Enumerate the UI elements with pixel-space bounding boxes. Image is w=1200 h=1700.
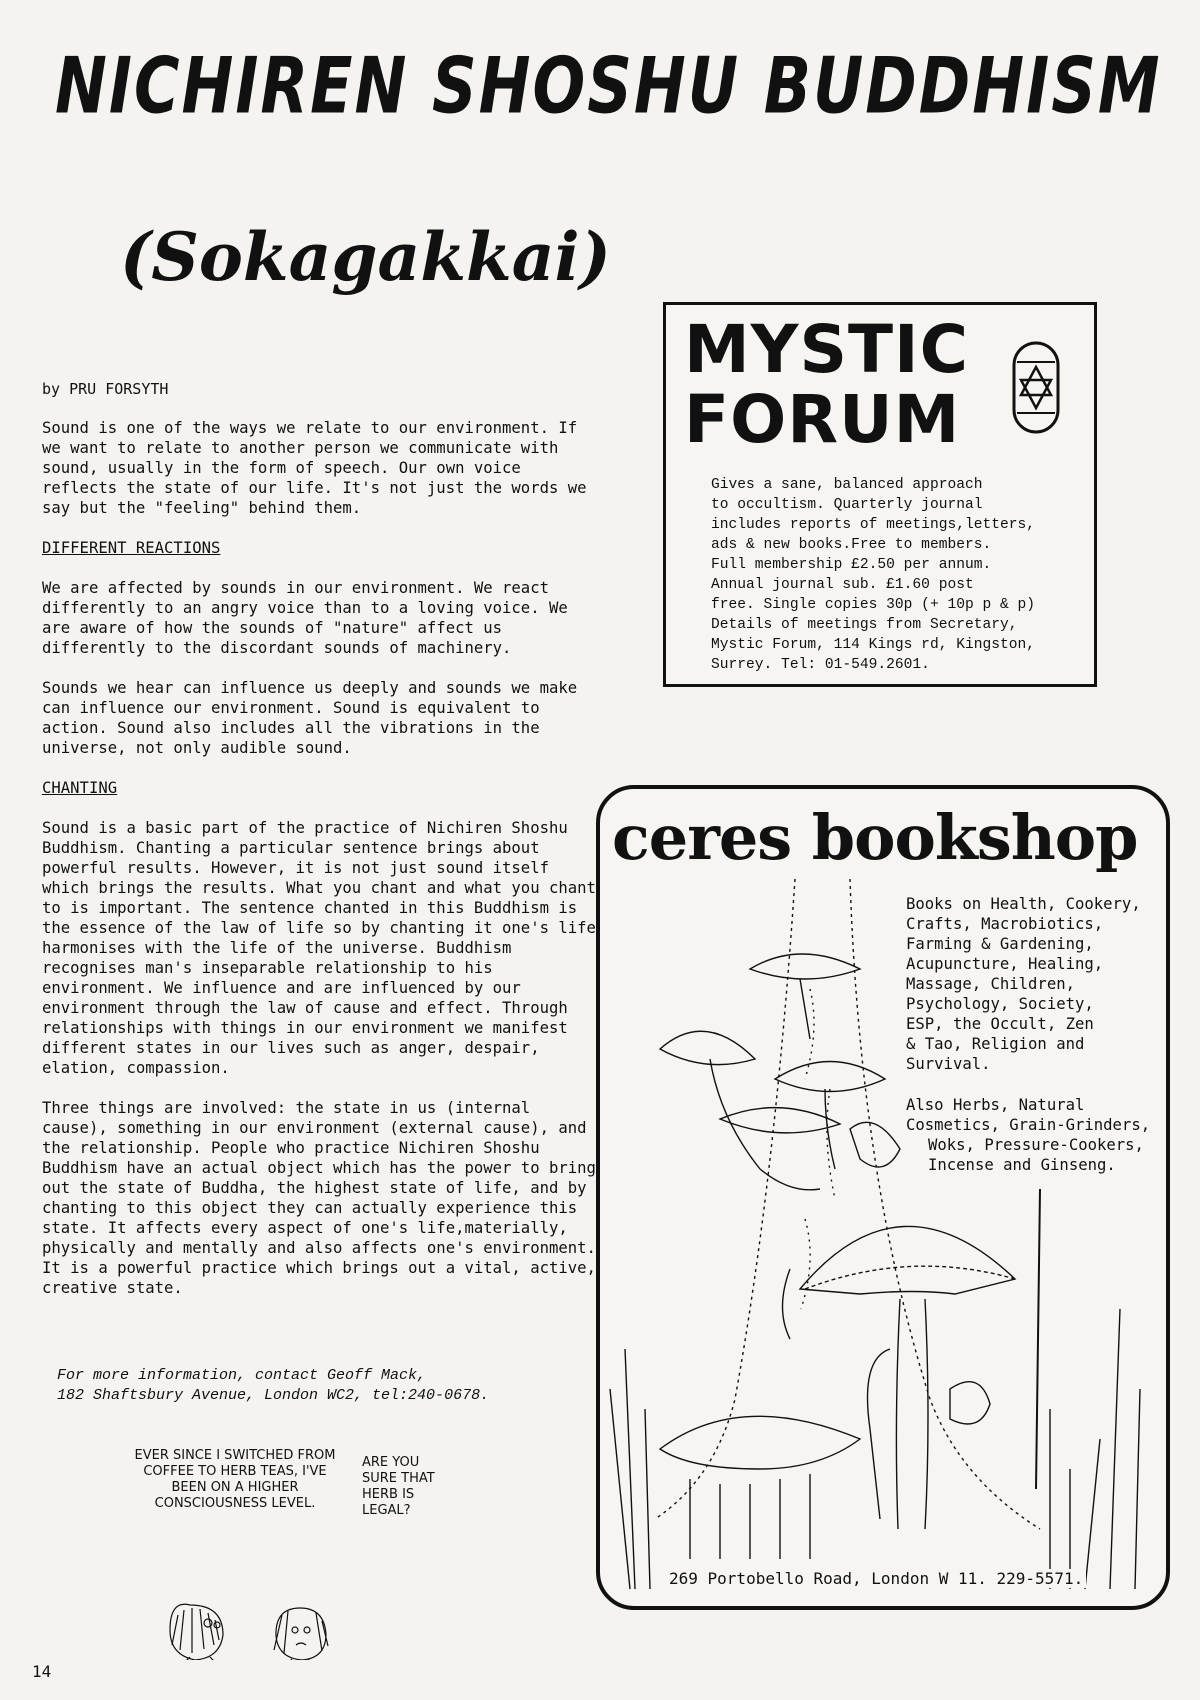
ceres-list-line: Farming & Gardening, [906,935,1094,953]
paragraph-reactions: We are affected by sounds in our environment. We react differently to an angry voice than to a loving voice. We are aware of how the sounds of "nature" affect us differently to the discordant sounds of machinery. [42,579,568,657]
mystic-line: Details of meetings from Secretary, [711,617,1018,633]
mystic-title-line: FORUM [684,381,961,458]
cartoon-speech-2: ARE YOU SURE THAT HERB IS LEGAL? [362,1455,435,1518]
ceres-list-line: Survival. [906,1055,991,1073]
ceres-bookshop-title: ceres bookshop [612,801,1138,874]
mystic-forum-title [684,311,970,458]
contact-info [57,1366,489,1406]
mystic-line: Full membership £2.50 per annum. [711,557,992,573]
mystic-line: free. Single copies 30p (+ 10p p & p) [711,597,1036,613]
ceres-other-goods [906,1095,1161,1175]
ceres-list-line: ESP, the Occult, Zen [906,1015,1094,1033]
ceres-list-line: Books on Health, Cookery, [906,895,1141,913]
contact-line: For more information, contact Geoff Mack, [57,1367,427,1384]
hexagram-icon [1011,340,1061,435]
ceres-address: 269 Portobello Road, London W 11. 229-5571. [666,1569,1086,1588]
mystic-line: includes reports of meetings,letters, [711,517,1036,533]
article-body [42,418,602,1318]
mystic-line: ads & new books.Free to members. [711,537,992,553]
ceres-extra-line: Woks, Pressure-Cookers, [928,1136,1144,1154]
mystic-line: Gives a sane, balanced approach [711,477,983,493]
ceres-extra-line: Cosmetics, Grain-Grinders, [906,1116,1151,1134]
paragraph-chanting: Sound is a basic part of the practice of Nichiren Shoshu Buddhism. Chanting a particular sentence brings about powerful results. However, it is not just sound itself which brings the results. What you chant and what you chant to is important. The sentence chanted in this Buddhism is the essence of the law of life so by chanting it one's life harmonises with the life of the universe. Buddhism recognises man's inseparable relationship to his environment. We influence and are influenced by our environment through the law of cause and effect. Through relationships with things in our environment we manifest different states in our lives such as anger, despair, elation, compassion. [42,819,596,1077]
ceres-list-line: Psychology, Society, [906,995,1094,1013]
page-number: 14 [32,1662,52,1681]
ceres-bookshop-ad [596,785,1170,1610]
mystic-line: Mystic Forum, 114 Kings rd, Kingston, [711,637,1036,653]
mystic-line: Annual journal sub. £1.60 post [711,577,974,593]
article-title: NICHIREN SHOSHU BUDDHISM [55,40,1162,132]
cartoon-speech-1: EVER SINCE I SWITCHED FROM COFFEE TO HERB TEAS, I'VE BEEN ON A HIGHER CONSCIOUSNESS LEVEL. [134,1448,336,1511]
ceres-book-topics [906,894,1161,1074]
ceres-extra-line: Also Herbs, Natural [906,1096,1085,1114]
ceres-list-line: Acupuncture, Healing, [906,955,1104,973]
ceres-list-line: Crafts, Macrobiotics, [906,915,1104,933]
ceres-list-line: & Tao, Religion and [906,1035,1085,1053]
mystic-forum-ad [663,302,1097,687]
paragraph-influence: Sounds we hear can influence us deeply and sounds we make can influence our environment. Sound is equivalent to action. Sound also includes all the vibrations in the universe, not only audible sound. [42,679,578,757]
mystic-line: to occultism. Quarterly journal [711,497,983,513]
heading-chanting: CHANTING [42,779,118,797]
heading-different-reactions: DIFFERENT REACTIONS [42,539,221,557]
mystic-forum-description [711,475,1096,675]
paragraph-three-things: Three things are involved: the state in us (internal cause), something in our environment (external cause), and the relationship. People who practice Nichiren Shoshu Buddhism have an actual object which has the power to bring out the state of Buddha, the highest state of life, and by chanting to this object they can actually experience this state. It affects every aspect of one's life,materially, physically and mentally and also affects one's environment. It is a powerful practice which brings out a vital, active, creative state. [42,1099,596,1297]
mystic-title-line: MYSTIC [684,311,970,388]
paragraph-intro: Sound is one of the ways we relate to our environment. If we want to relate to another person we communicate with sound, usually in the form of speech. Our own voice reflects the state of our life. It's not just the words we say but the "feeling" behind them. [42,419,587,517]
byline: by PRU FORSYTH [42,380,169,398]
ceres-list-line: Massage, Children, [906,975,1075,993]
ceres-extra-line: Incense and Ginseng. [928,1156,1116,1174]
mystic-line: Surrey. Tel: 01-549.2601. [711,657,930,673]
article-subtitle: (Sokagakkai) [120,218,611,296]
contact-line: 182 Shaftsbury Avenue, London WC2, tel:240-0678. [57,1387,490,1404]
